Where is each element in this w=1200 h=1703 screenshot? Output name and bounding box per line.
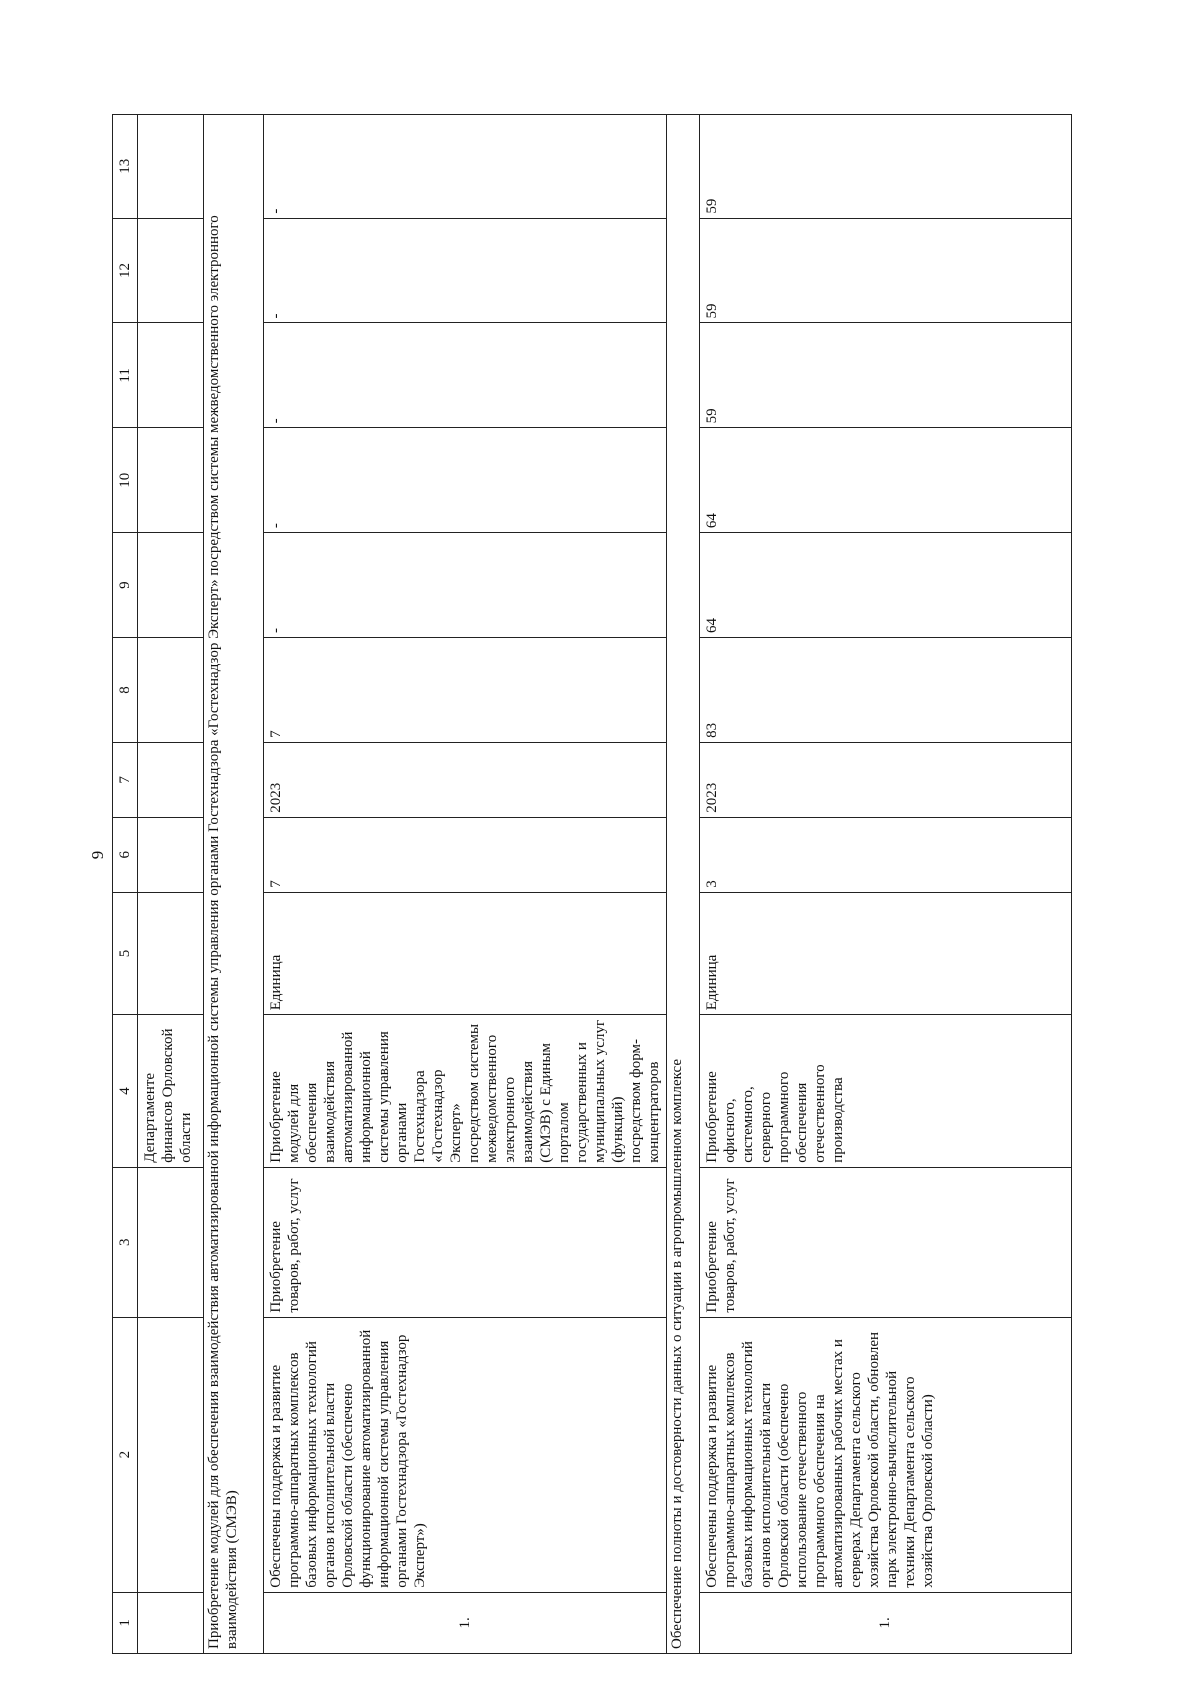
- value-cell: 64: [699, 533, 1071, 638]
- responsible-cell: Департаменте финансов Орловской области: [138, 1015, 204, 1168]
- value-cell: -: [264, 533, 667, 638]
- column-header: 7: [113, 742, 138, 817]
- column-header: 8: [113, 638, 138, 743]
- value-cell: 59: [699, 218, 1071, 323]
- column-header: 3: [113, 1167, 138, 1317]
- value-cell: -: [264, 323, 667, 428]
- table-row: [264, 115, 667, 1654]
- base-year-cell: 2023: [264, 742, 667, 817]
- column-header-row: [113, 115, 138, 1654]
- type-cell: Приобретение товаров, работ, услуг: [264, 1167, 667, 1317]
- description-cell: Приобретение офисного, системного, серверного программного обеспечения отечественного производства: [699, 1015, 1071, 1168]
- description-cell: Приобретение модулей для обеспечения взаимодействия автоматизированной информационной системы управления органами Гостехнадзора «Гостехнадзор Эксперт» посредством системы межведомственного электронного взаимодействия (СМЭВ) с Единым порталом государственных и муниципальных услуг (функций) посредством форм-концентраторов: [264, 1015, 667, 1168]
- value-cell: -: [264, 115, 667, 219]
- column-header: 10: [113, 428, 138, 533]
- result-cell: Обеспечены поддержка и развитие программно-аппаратных комплексов базовых информационных технологий органов исполнительной власти Орловской области (обеспечено использование отечественного программного обеспечения на автоматизированных рабочих местах и серверах Департамента сельского хозяйства Орловской области, обновлен парк электронно-вычислительной техники Департамента сельского хозяйства Орловской области): [699, 1317, 1071, 1592]
- table-row: [699, 115, 1071, 1654]
- results-table: [112, 114, 1072, 1654]
- column-header: 2: [113, 1317, 138, 1592]
- column-header: 11: [113, 323, 138, 428]
- section-title-row: [667, 115, 699, 1654]
- value-cell: 64: [699, 428, 1071, 533]
- rotated-table-wrapper: [112, 114, 1072, 1654]
- section-title: Приобретение модулей для обеспечения взаимодействия автоматизированной информационной системы управления органами Гостехнадзора «Гостехнадзор Эксперт» посредством системы межведомственного электронного взаимодействия (СМЭВ): [204, 115, 264, 1654]
- column-header: 1: [113, 1592, 138, 1653]
- section-title-row: [204, 115, 264, 1654]
- page-number: 9: [88, 850, 107, 860]
- column-header: 5: [113, 892, 138, 1015]
- section-title: Обеспечение полноты и достоверности данных о ситуации в агропромышленном комплексе: [667, 115, 699, 1654]
- unit-cell: Единица: [699, 892, 1071, 1015]
- row-number: 1.: [699, 1592, 1071, 1653]
- value-cell: -: [264, 428, 667, 533]
- column-header: 4: [113, 1015, 138, 1168]
- value-cell: 59: [699, 115, 1071, 219]
- value-cell: 7: [264, 638, 667, 743]
- column-header: 12: [113, 218, 138, 323]
- row-number: 1.: [264, 1592, 667, 1653]
- value-cell: 59: [699, 323, 1071, 428]
- result-cell: Обеспечены поддержка и развитие программно-аппаратных комплексов базовых информационных технологий органов исполнительной власти Орловской области (обеспечено функционирование автоматизированной информационной системы управления органами Гостехнадзора «Гостехнадзор Эксперт»): [264, 1317, 667, 1592]
- column-header: 9: [113, 533, 138, 638]
- base-year-cell: 2023: [699, 742, 1071, 817]
- base-value-cell: 3: [699, 817, 1071, 892]
- column-header: 13: [113, 115, 138, 219]
- base-value-cell: 7: [264, 817, 667, 892]
- type-cell: Приобретение товаров, работ, услуг: [699, 1167, 1071, 1317]
- column-header: 6: [113, 817, 138, 892]
- unit-cell: Единица: [264, 892, 667, 1015]
- continuation-row: [138, 115, 204, 1654]
- value-cell: 83: [699, 638, 1071, 743]
- value-cell: -: [264, 218, 667, 323]
